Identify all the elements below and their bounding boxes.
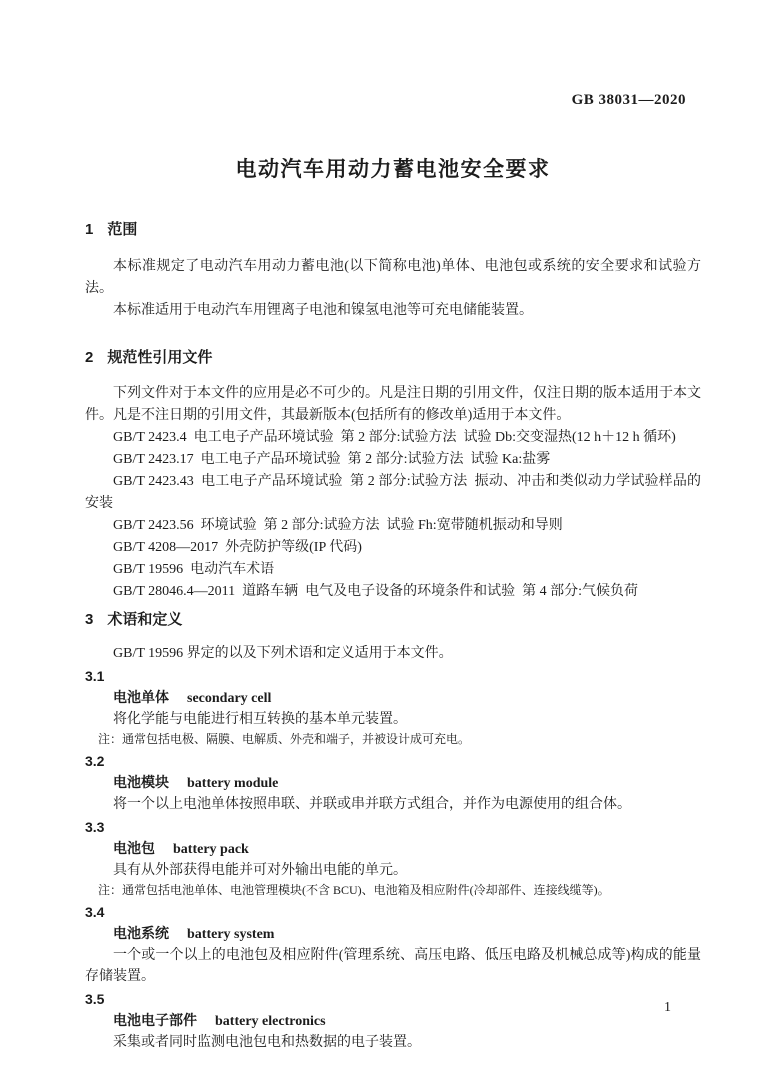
term-definition: 一个或一个以上的电池包及相应附件(管理系统、高压电路、低压电路及机械总成等)构成的能量存储装置。 (85, 948, 701, 984)
section-number: 1 (85, 221, 94, 238)
section-heading-terms (85, 609, 701, 631)
term-number: 3.3 (85, 819, 105, 835)
term-3-5 (85, 989, 701, 1053)
term-number: 3.5 (85, 991, 105, 1007)
term-number: 3.4 (85, 904, 105, 920)
term-english: battery module (187, 776, 279, 791)
term-title (85, 1010, 701, 1032)
term-chinese: 电池单体 (113, 689, 169, 705)
references-intro: 下列文件对于本文件的应用是必不可少的。凡是注日期的引用文件，仅注日期的版本适用于本文件。凡是不注日期的引用文件，其最新版本(包括所有的修改单)适用于本文件。 (85, 386, 701, 423)
term-title (85, 838, 701, 860)
section-scope (85, 219, 701, 322)
term-definition: 将一个以上电池单体按照串联、并联或串并联方式组合，并作为电源使用的组合体。 (113, 797, 631, 812)
document-title: 电动汽车用动力蓄电池安全要求 (235, 158, 551, 181)
term-note: 注：通常包括电池单体、电池管理模块(不含 BCU)、电池箱及相应附件(冷却部件、连接线缆等)。 (98, 883, 610, 897)
reference-item: GB/T 2423.43 电工电子产品环境试验 第 2 部分:试验方法 振动、冲击和类似动力学试验样品的安装 (85, 474, 701, 511)
reference-item: GB/T 19596 电动汽车术语 (113, 562, 275, 577)
term-english: battery system (187, 927, 275, 942)
term-3-1 (85, 666, 701, 749)
term-chinese: 电池包 (113, 840, 155, 856)
term-definition: 采集或者同时监测电池包电和热数据的电子装置。 (113, 1035, 421, 1050)
term-3-4 (85, 902, 701, 987)
term-title (85, 772, 701, 794)
section-heading-references (85, 347, 701, 369)
term-chinese: 电池系统 (113, 925, 169, 941)
scope-paragraph: 本标准规定了电动汽车用动力蓄电池(以下简称电池)单体、电池包或系统的安全要求和试验方法。 (85, 259, 701, 296)
term-title (85, 923, 701, 945)
reference-item: GB/T 2423.17 电工电子产品环境试验 第 2 部分:试验方法 试验 Ka:盐雾 (113, 452, 551, 467)
term-chinese: 电池电子部件 (113, 1012, 197, 1028)
section-title: 范围 (107, 221, 138, 238)
term-english: secondary cell (187, 691, 272, 706)
scope-paragraphs (85, 256, 701, 322)
term-title (85, 687, 701, 709)
section-normative-references (85, 347, 701, 603)
section-number: 2 (85, 349, 94, 366)
reference-item: GB/T 2423.56 环境试验 第 2 部分:试验方法 试验 Fh:宽带随机振动和导则 (113, 518, 563, 533)
term-3-2 (85, 751, 701, 815)
section-number: 3 (85, 611, 94, 628)
section-heading-scope (85, 219, 701, 241)
terms-intro: GB/T 19596 界定的以及下列术语和定义适用于本文件。 (113, 646, 453, 661)
standard-number: GB 38031—2020 (571, 92, 686, 108)
term-number: 3.1 (85, 668, 105, 684)
scope-paragraph: 本标准适用于电动汽车用锂离子电池和镍氢电池等可充电储能装置。 (113, 303, 533, 318)
section-title: 术语和定义 (107, 611, 183, 628)
reference-list (85, 427, 701, 603)
term-number: 3.2 (85, 753, 105, 769)
section-title: 规范性引用文件 (107, 349, 213, 366)
term-chinese: 电池模块 (113, 774, 169, 790)
reference-item: GB/T 28046.4—2011 道路车辆 电气及电子设备的环境条件和试验 第 4 部分:气候负荷 (113, 584, 639, 599)
term-3-3 (85, 817, 701, 900)
reference-item: GB/T 4208—2017 外壳防护等级(IP 代码) (113, 540, 362, 555)
term-note: 注：通常包括电极、隔膜、电解质、外壳和端子，并被设计成可充电。 (98, 732, 471, 746)
term-definition: 具有从外部获得电能并可对外输出电能的单元。 (113, 863, 407, 878)
term-english: battery electronics (215, 1014, 326, 1029)
section-terms-definitions (85, 609, 701, 1053)
reference-item: GB/T 2423.4 电工电子产品环境试验 第 2 部分:试验方法 试验 Db:交变湿热(12 h＋12 h 循环) (113, 430, 676, 445)
page-number: 1 (664, 1000, 671, 1015)
term-definition: 将化学能与电能进行相互转换的基本单元装置。 (113, 712, 407, 727)
term-english: battery pack (173, 842, 249, 857)
